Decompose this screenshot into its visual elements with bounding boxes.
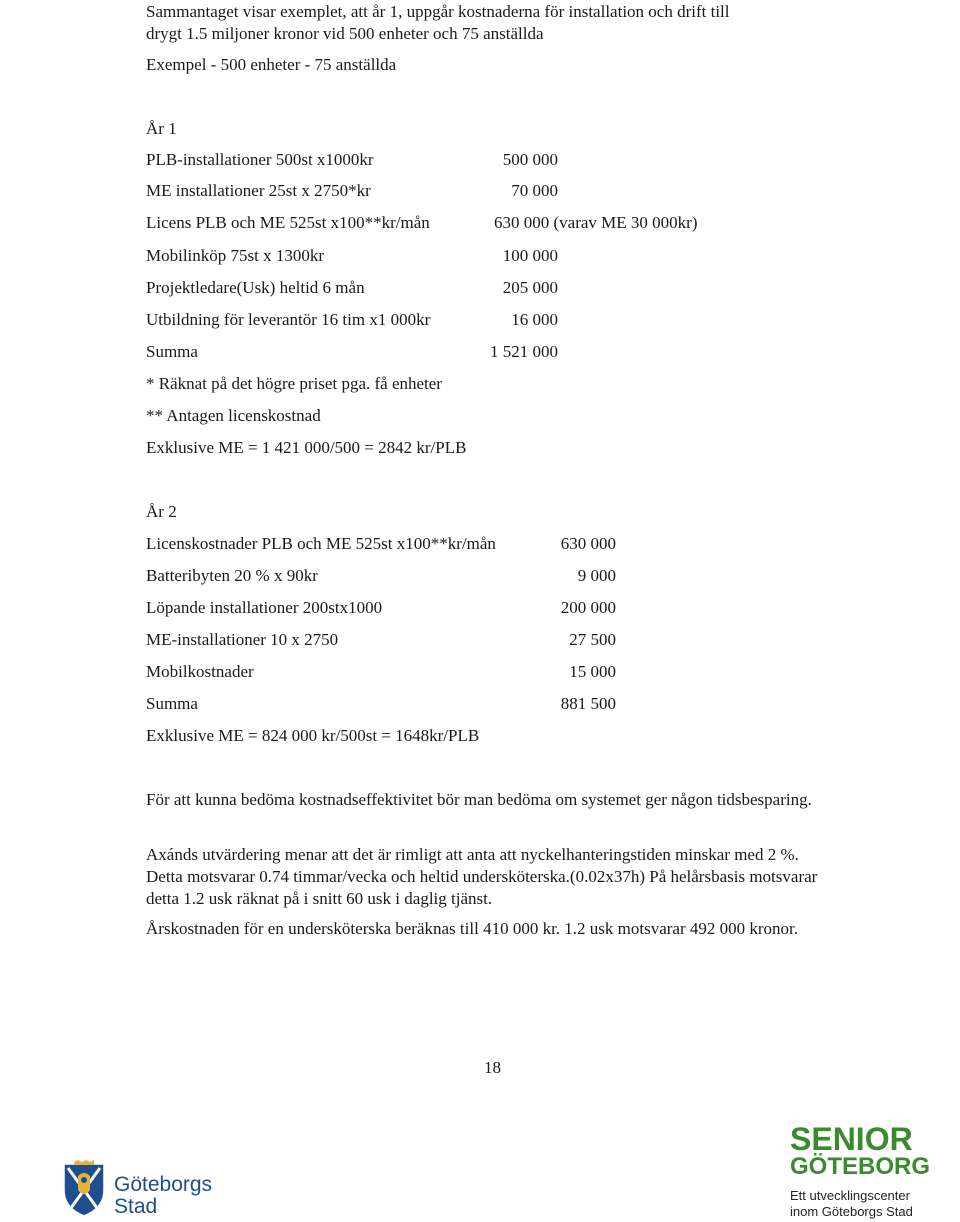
year2-heading: År 2 xyxy=(146,502,177,521)
year2-row-label: Batteribyten 20 % x 90kr xyxy=(146,566,318,585)
paragraph-annual-cost: Årskostnaden för en undersköterska beräknas till 410 000 kr. 1.2 usk motsvarar 492 000 kronor. xyxy=(146,919,799,938)
year1-row-label: ME installationer 25st x 2750*kr xyxy=(146,181,371,200)
intro-line-2: drygt 1.5 miljoner kronor vid 500 enheter och 75 anställda xyxy=(146,24,544,43)
goteborgs-text: Göteborgs xyxy=(114,1173,213,1196)
year1-note-1: * Räknat på det högre priset pga. få enheter xyxy=(146,374,442,393)
year2-exclusive: Exklusive ME = 824 000 kr/500st = 1648kr/PLB xyxy=(146,726,480,745)
year1-row-value: 100 000 xyxy=(502,246,558,265)
senior-goteborg-logo xyxy=(790,1121,931,1222)
year1-row-label: PLB-installationer 500st x1000kr xyxy=(146,150,374,169)
year1-row-label: Licens PLB och ME 525st x100**kr/mån xyxy=(146,213,430,232)
year2-row-label: Licenskostnader PLB och ME 525st x100**kr/mån xyxy=(146,534,496,553)
page-number: 18 xyxy=(484,1058,501,1077)
year1-row-value: 205 000 xyxy=(502,278,558,297)
intro-line-1: Sammantaget visar exemplet, att år 1, uppgår kostnaderna för installation och drift till xyxy=(146,2,730,21)
senior-text: SENIOR xyxy=(790,1121,913,1157)
goteborgs-stad-logo xyxy=(60,1160,230,1220)
year1-note-2: ** Antagen licenskostnad xyxy=(146,406,321,425)
year1-row-value: 630 000 (varav ME 30 000kr) xyxy=(494,213,698,232)
year2-summa-value: 881 500 xyxy=(560,694,616,713)
goteborg-text: GÖTEBORG xyxy=(790,1153,931,1180)
paragraph-time-saving: För att kunna bedöma kostnadseffektivitet bör man bedöma om systemet ger någon tidsbesparing. xyxy=(146,790,812,809)
paragraph-evaluation: Axánds utvärdering menar att det är rimligt att anta att nyckelhanteringstiden minskar med 2 %. Detta motsvarar 0.74 timmar/vecka och heltid undersköterska.(0.02x37h) På helårsbasis motsvarar detta 1.2 usk räknat på i snitt 60 usk i daglig tjänst. xyxy=(146,845,818,908)
year1-row-value: 500 000 xyxy=(502,150,558,169)
coat-of-arms-icon xyxy=(60,1160,108,1218)
year1-row-value: 70 000 xyxy=(511,181,558,200)
year2-row-label: Löpande installationer 200stx1000 xyxy=(146,598,383,617)
example-line: Exempel - 500 enheter - 75 anställda xyxy=(146,55,397,74)
year2-row-value: 9 000 xyxy=(577,566,616,585)
year1-heading: År 1 xyxy=(146,119,177,138)
year1-summa-label: Summa xyxy=(146,342,198,361)
senior-subtitle-1: Ett utvecklingscenter xyxy=(790,1188,910,1203)
year1-row-label: Projektledare(Usk) heltid 6 mån xyxy=(146,278,365,297)
year1-exclusive: Exklusive ME = 1 421 000/500 = 2842 kr/PLB xyxy=(146,438,467,457)
year2-row-value: 630 000 xyxy=(560,534,616,553)
year2-summa-label: Summa xyxy=(146,694,198,713)
year1-row-label: Mobilinköp 75st x 1300kr xyxy=(146,246,325,265)
year1-row-value: 16 000 xyxy=(511,310,558,329)
year2-row-value: 15 000 xyxy=(569,662,616,681)
year2-row-value: 200 000 xyxy=(560,598,616,617)
stad-text: Stad xyxy=(114,1195,158,1218)
year2-row-label: ME-installationer 10 x 2750 xyxy=(146,630,339,649)
senior-subtitle-2: inom Göteborgs Stad xyxy=(790,1204,913,1219)
year1-summa-value: 1 521 000 xyxy=(490,342,558,361)
year2-row-label: Mobilkostnader xyxy=(146,662,254,681)
year1-row-label: Utbildning för leverantör 16 tim x1 000kr xyxy=(146,310,431,329)
year2-row-value: 27 500 xyxy=(569,630,616,649)
